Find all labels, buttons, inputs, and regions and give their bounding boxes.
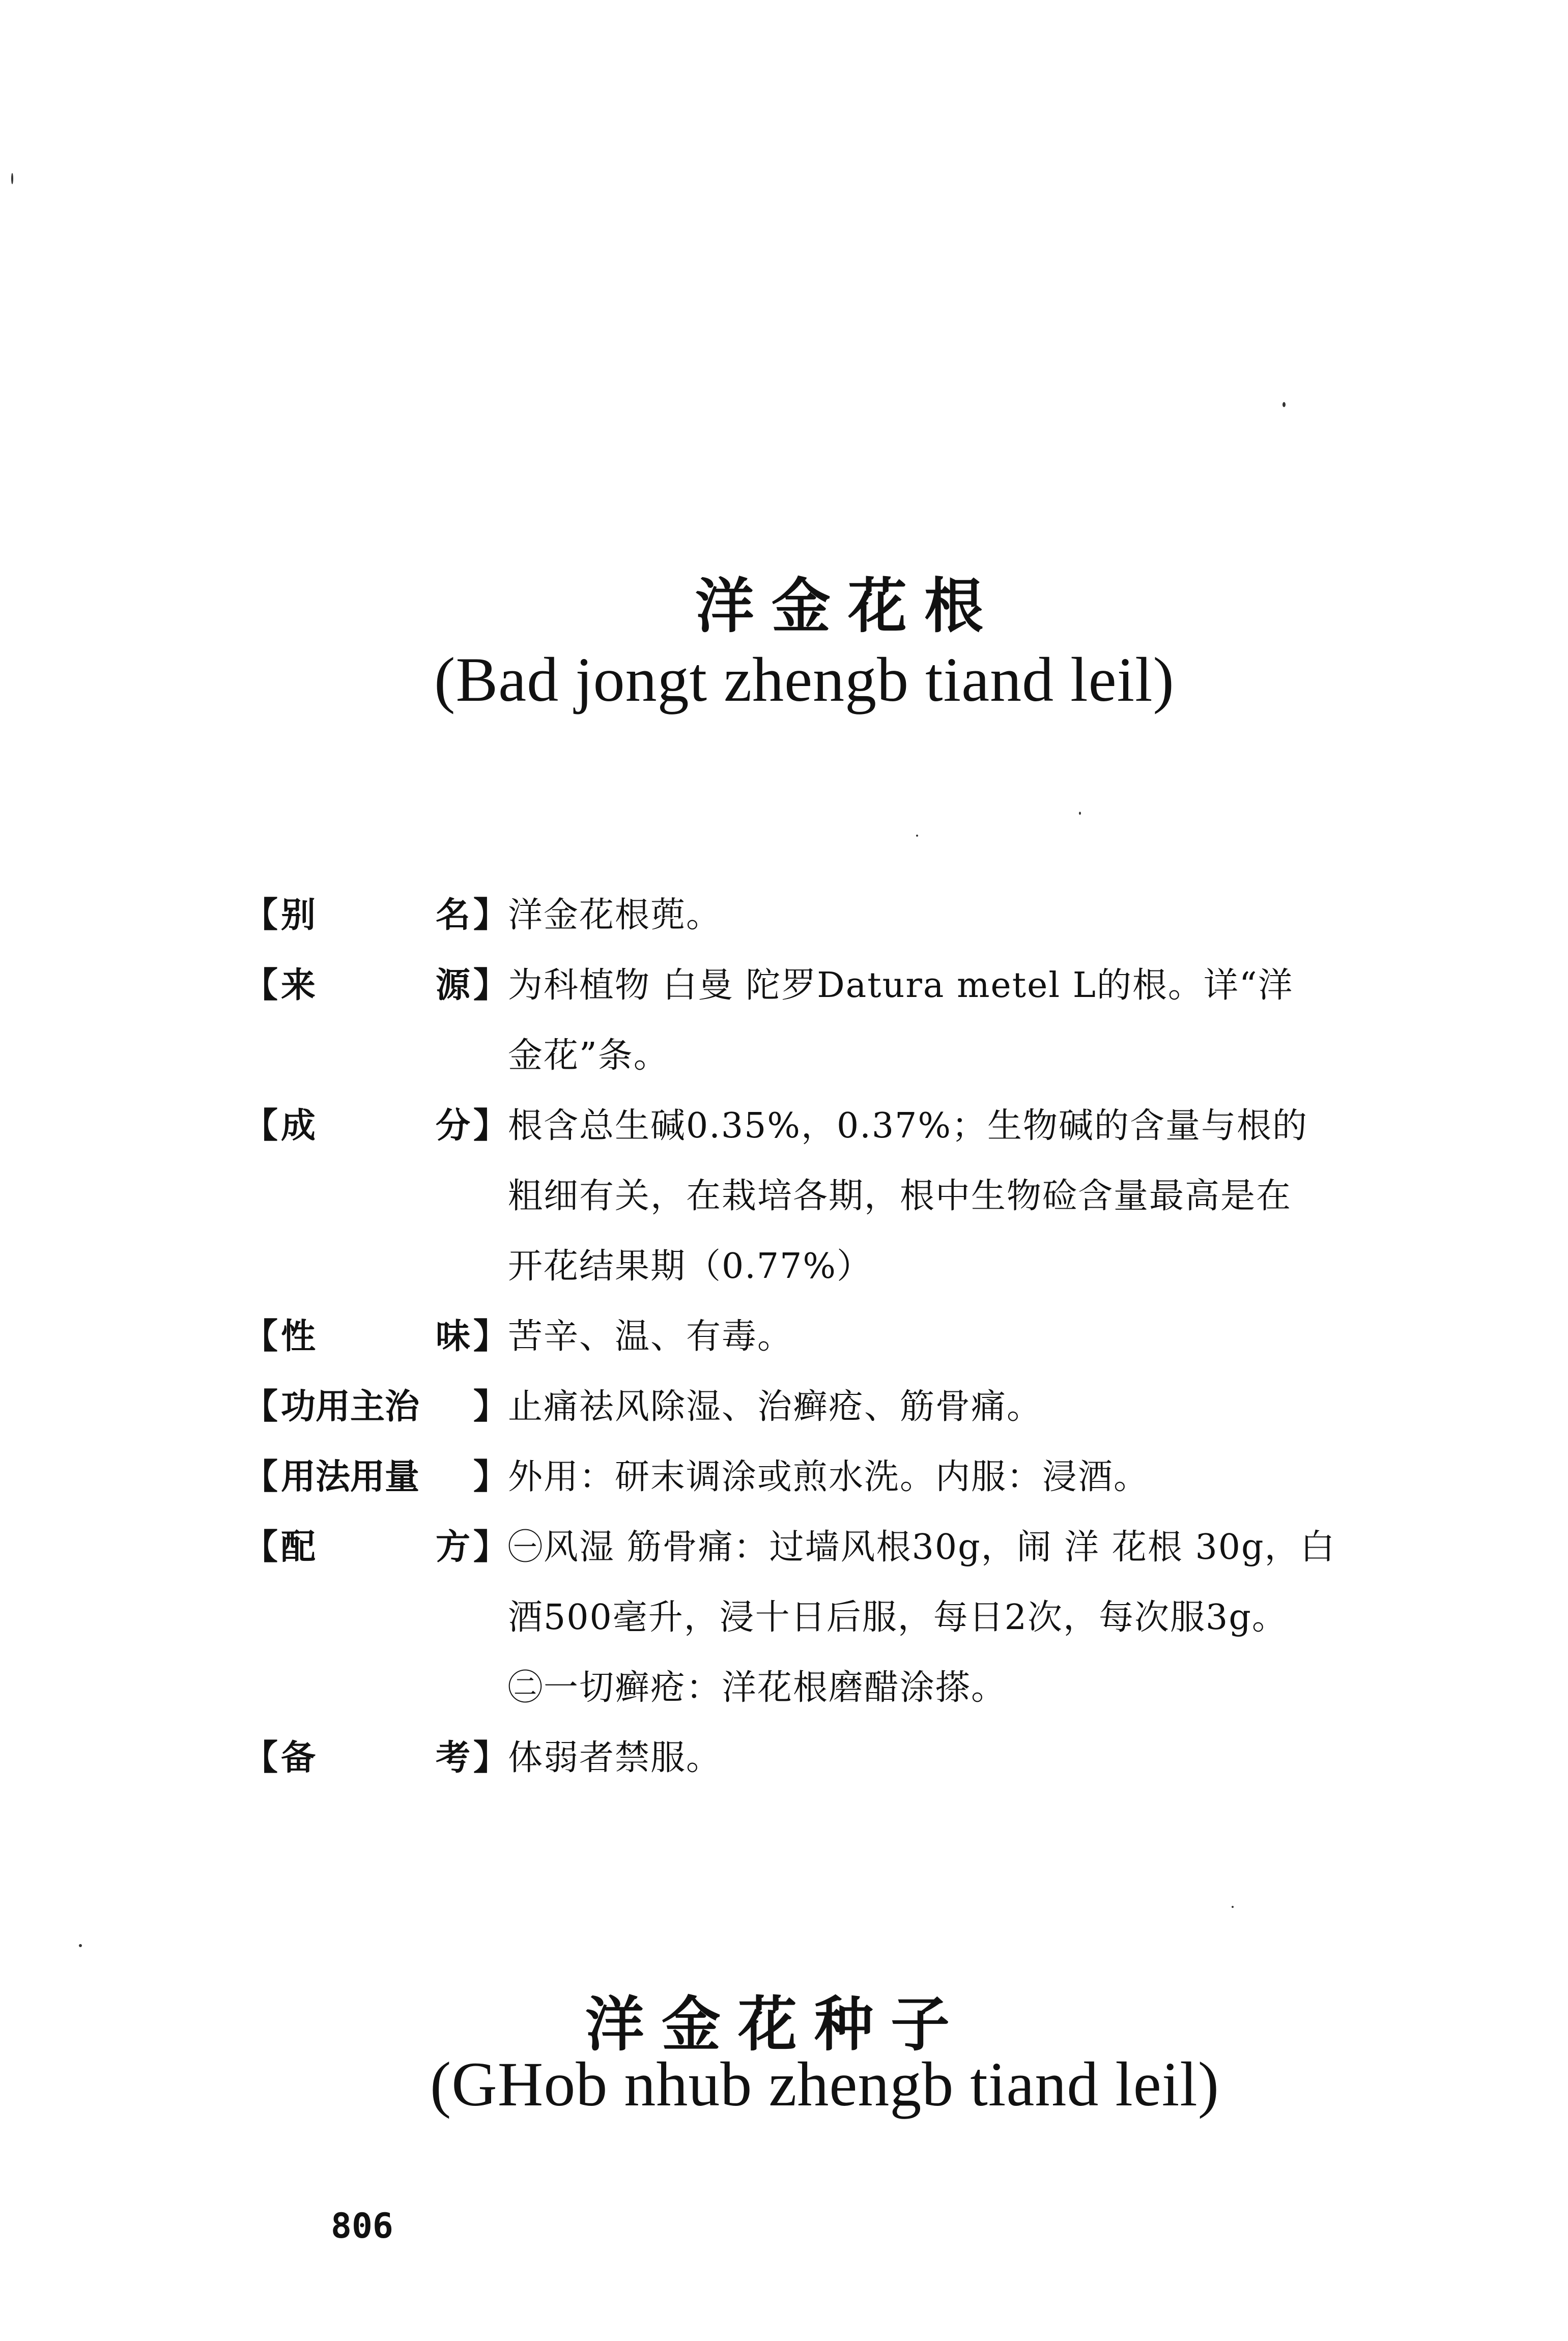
entry-text: 洋金花根蔸。 — [508, 895, 722, 935]
page-number: 806 — [331, 2206, 393, 2246]
scan-speck — [11, 173, 13, 184]
entry-text: 体弱者禁服。 — [508, 1738, 722, 1778]
entry-text: 止痛祛风除湿、治癣疮、筋骨痛。 — [508, 1387, 1043, 1427]
entry-text: ㊀风湿 筋骨痛：过墙风根30g，闹 洋 花根 30g，白 酒500毫升，浸十日后服，每日2次，每次服3g。 ㊁一切癣疮：洋花根磨醋涂搽。 — [508, 1527, 1336, 1708]
entry-text: 为科植物 白曼 陀罗Datura metel L的根。详“洋 金花”条。 — [508, 965, 1294, 1076]
entry-text: 苦辛、温、有毒。 — [508, 1317, 793, 1357]
scan-speck — [1079, 812, 1081, 815]
scan-speck — [916, 835, 918, 837]
entry-label: 【 配 方 】 — [243, 1527, 508, 1567]
entry-prescription — [243, 1512, 1475, 1723]
entry-label: 【 来 源 】 — [243, 965, 508, 1006]
entry-text: 外用：研末调涂或煎水洗。内服：浸酒。 — [508, 1457, 1150, 1497]
entry-label: 【 功用主治 】 — [243, 1387, 508, 1427]
scan-speck — [79, 1944, 82, 1947]
entry-label: 【 成 分 】 — [243, 1106, 508, 1146]
entry-label: 【 性 味 】 — [243, 1317, 508, 1357]
entry-source — [243, 951, 1475, 1091]
entry-usage — [243, 1442, 1475, 1512]
entry-function — [243, 1372, 1475, 1442]
entry-label: 【 别 名 】 — [243, 895, 508, 935]
entry-composition — [243, 1091, 1475, 1302]
entry-remarks — [243, 1723, 1475, 1793]
scan-speck — [1282, 402, 1286, 407]
entry-text: 根含总生碱0.35%，0.37%；生物碱的含量与根的 粗细有关，在栽培各期，根中生物硷含量最高是在 开花结果期（0.77%） — [508, 1106, 1308, 1287]
entry-list — [243, 880, 1475, 1793]
section-title-chinese: 洋金花根 — [695, 572, 1001, 641]
scan-speck — [1232, 1906, 1234, 1908]
entry-nature-taste — [243, 1302, 1475, 1372]
section-title-chinese: 洋金花种子 — [585, 1990, 967, 2059]
entry-label: 【 备 考 】 — [243, 1738, 508, 1778]
entry-label: 【 用法用量 】 — [243, 1457, 508, 1497]
entry-alias — [243, 880, 1475, 951]
section-title-pinyin: (GHob nhub zhengb tiand leil) — [430, 2049, 1220, 2119]
section-title-pinyin: (Bad jongt zhengb tiand leil) — [434, 645, 1175, 715]
